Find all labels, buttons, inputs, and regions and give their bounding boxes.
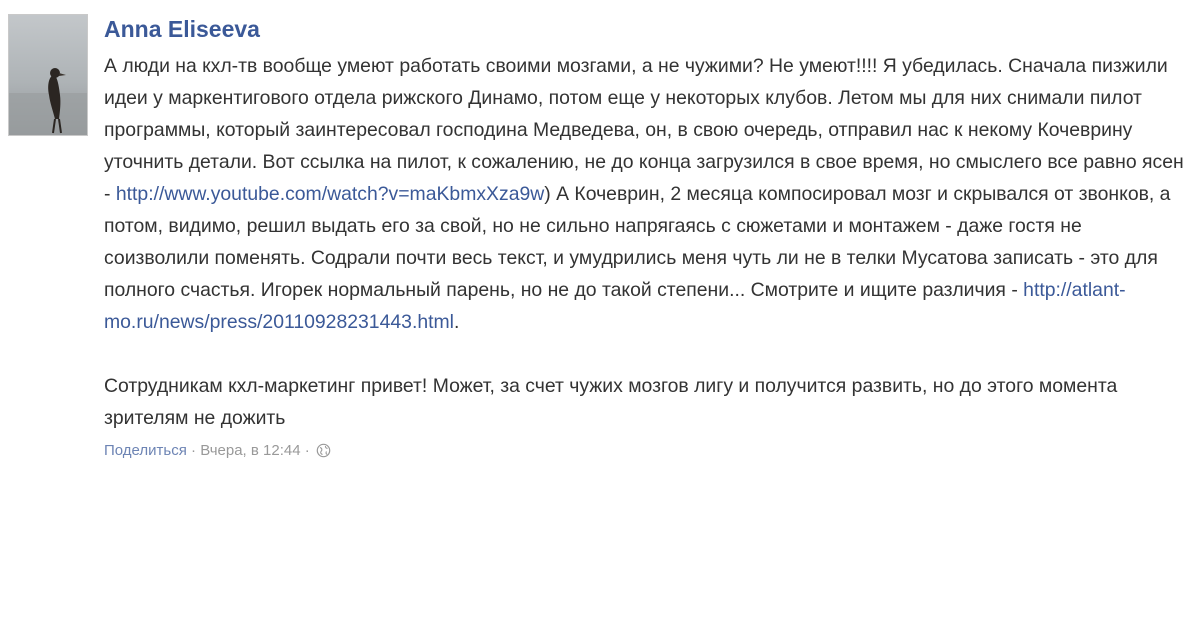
separator: · — [300, 442, 314, 459]
bird-photo — [9, 15, 88, 136]
globe-icon[interactable] — [316, 443, 331, 465]
share-link[interactable]: Поделиться — [104, 442, 187, 459]
author-name-link[interactable]: Anna Eliseeva — [104, 16, 260, 42]
timestamp[interactable]: Вчера, в 12:44 — [200, 442, 301, 459]
text-before-link1: А люди на кхл-тв вообще умеют работать своими мозгами, а не чужими? Не умеют!!!! Я убедилась. Сначала пизжили идеи у маркентигового отдела рижского Динамо, потом еще у некоторых клубов. Летом мы для них снимали пилот программы, который заинтересовал господина Медведева, он, в свою очередь, отправил нас к некому Кочеврину уточнить детали. Вот ссылка на пилот, к сожалению, не до конца загрузился в свое время, но смыслего все равно ясен - — [104, 55, 1184, 205]
post-footer — [104, 440, 1189, 465]
post-paragraph-1 — [104, 50, 1189, 338]
text-after-link2: . — [453, 311, 460, 333]
post-text — [104, 50, 1189, 434]
avatar[interactable] — [8, 14, 88, 136]
post-paragraph-2: Сотрудникам кхл-маркетинг привет! Может, за счет чужих мозгов лигу и получится развить, но до этого момента зрителям не дожить — [104, 375, 1118, 429]
youtube-link[interactable]: http://www.youtube.com/watch?v=maKbmxXza9w — [115, 183, 545, 205]
atlant-link[interactable]: http://atlant-mo.ru/news/press/20110928231443.html — [104, 279, 1126, 333]
separator: · — [186, 442, 201, 459]
text-between-links: ) А Кочеврин, 2 месяца компосировал мозг и скрывался от звонков, а потом, видимо, решил выдать его за свой, но не сильно напрягаясь с сюжетами и монтажем - даже гостя не соизволили поменять. Содрали почти весь текст, и умудрились меня чуть ли не в телки Мусатова записать - это для полного счастья. Игорек нормальный парень, но не до такой степени... Смотрите и ищите различия - — [104, 183, 1171, 301]
post-content — [104, 14, 1189, 465]
